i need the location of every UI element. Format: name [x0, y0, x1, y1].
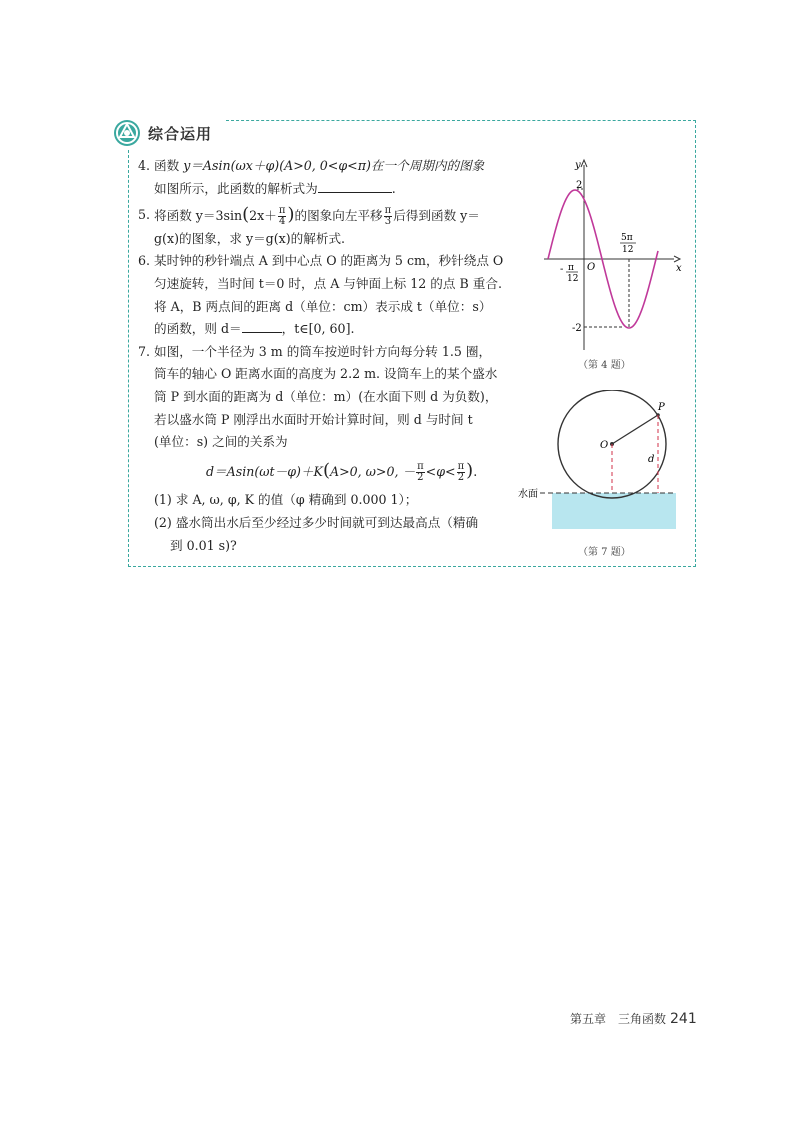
problem-number: 4.: [138, 158, 151, 173]
fraction: $\frac{\pi}{4}$: [278, 205, 286, 228]
wheel-radius: [612, 415, 658, 444]
text-line: g(x)的图象，求 y＝g(x)的解析式.: [154, 230, 346, 246]
page-number: 241: [670, 1011, 697, 1027]
tick-left-numerator: π: [568, 263, 574, 273]
text-line: 匀速旋转，当时间 t＝0 时，点 A 与钟面上标 12 的点 B 重合.: [154, 275, 502, 291]
text-line: 2x＋: [249, 208, 277, 224]
x-axis-label: x: [676, 263, 682, 274]
text-line: 的函数，则 d＝: [154, 321, 242, 337]
problem-text: [138, 155, 518, 557]
tick-right-numerator: 5π: [621, 233, 633, 243]
x-axis-arrow: [674, 256, 680, 262]
figure-4-caption: （第 4 题）: [578, 360, 631, 371]
fraction: $\frac{\pi}{3}$: [384, 205, 392, 228]
tick-right-denominator: 12: [622, 245, 634, 255]
y-axis-label: y: [575, 160, 581, 171]
chapter-label: 第五章 三角函数: [570, 1012, 667, 1026]
sub-question-2: 到 0.01 s)?: [170, 537, 237, 553]
text-line: y＝Asin(ωx＋φ)(A>0, 0<φ<π)在一个周期内的图象: [183, 158, 485, 173]
text-line: 若以盛水筒 P 刚浮出水面时开始计算时间，则 d 与时间 t: [154, 411, 473, 427]
text-line: (单位：s) 之间的关系为: [154, 434, 288, 450]
tick-left-denominator: 12: [567, 274, 579, 284]
figure-4-graph: [540, 155, 690, 350]
problem-number: 7.: [138, 343, 151, 359]
text-line: .: [391, 180, 396, 196]
problem-number: 6.: [138, 253, 151, 269]
text-line: 筒 P 到水面的距离为 d（单位：m）(在水面下则 d 为负数)，: [154, 388, 498, 404]
y-min-label: -2: [572, 323, 582, 334]
answer-blank: [242, 320, 282, 333]
problem-6: [138, 250, 518, 340]
origin-label: O: [587, 262, 596, 273]
figure-7-waterwheel: [518, 390, 683, 535]
point-label: P: [658, 402, 665, 413]
d-label: d: [648, 454, 655, 465]
section-header: [112, 118, 212, 148]
sub-question-1: (1) 求 A, ω, φ, K 的值（φ 精确到 0.000 1）；: [154, 492, 418, 508]
formula: d＝Asin(ωt－φ)＋K(A>0, ω>0, － $\frac{\pi}{2}$ <φ< $\frac{\pi}{2}$ ).: [206, 459, 478, 483]
text-line: 如图，一个半径为 3 m 的筒车按逆时针方向每分转 1.5 圈，: [154, 343, 492, 359]
problem-number: 5.: [138, 207, 151, 223]
text-line: 筒车的轴心 O 距离水面的高度为 2.2 m. 设筒车上的某个盛水: [154, 366, 498, 382]
answer-blank: [318, 180, 392, 193]
text-line: 将函数 y＝3sin: [154, 208, 243, 224]
y-max-label: 2: [576, 180, 583, 191]
text-line: 函数: [154, 158, 184, 173]
water-label: 水面: [518, 489, 538, 500]
problem-4: [138, 155, 518, 200]
text-line: 某时钟的秒针端点 A 到中心点 O 的距离为 5 cm，秒针绕点 O: [154, 253, 504, 269]
figure-7-caption: （第 7 题）: [578, 547, 631, 558]
text-line: 如图所示，此函数的解析式为: [154, 180, 318, 196]
problem-5: 5. 将函数 y＝3sin(2x＋ $\frac{\pi}{4}$ )的图象向左平移 $\frac{\pi}{3}$ 后得到函数 y＝ g(x)的图象，求 y＝g(x)的解析式.: [138, 204, 480, 246]
text-line: ，t∈[0, 60].: [281, 321, 355, 337]
text-line: 的图象向左平移: [294, 208, 383, 224]
tick-left-sign: -: [560, 264, 564, 275]
text-line: 将 A，B 两点间的距离 d（单位：cm）表示成 t（单位：s）: [154, 298, 492, 314]
section-emblem-icon: [112, 118, 142, 148]
center-label: O: [600, 440, 609, 451]
problem-7: [138, 341, 518, 557]
section-title: 综合运用: [148, 124, 213, 143]
text-line: 后得到函数 y＝: [393, 208, 480, 224]
sub-question-2: (2) 盛水筒出水后至少经过多少时间就可到达最高点（精确: [154, 514, 479, 530]
page-footer: [570, 1010, 697, 1027]
